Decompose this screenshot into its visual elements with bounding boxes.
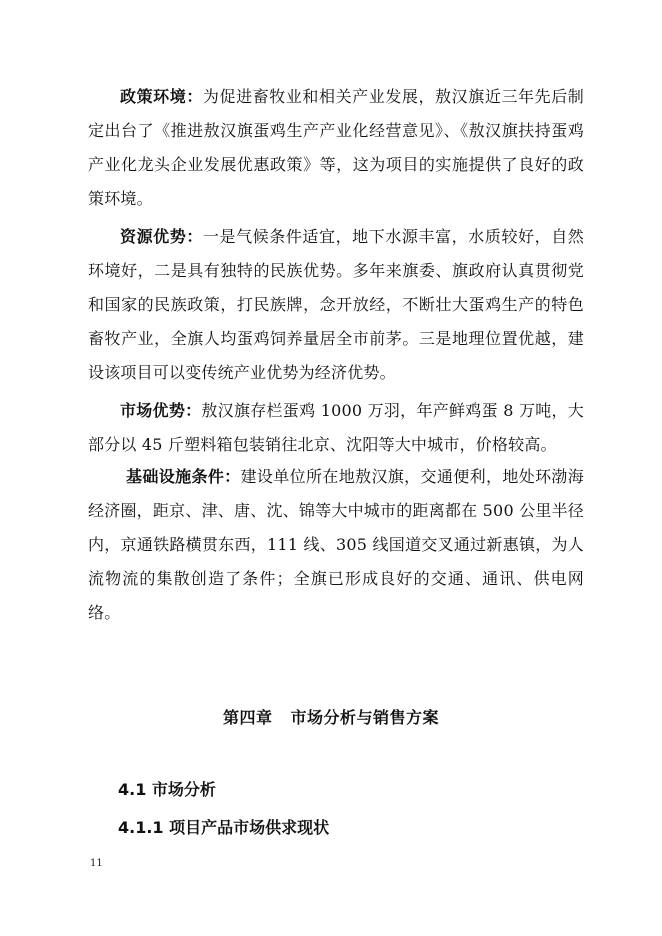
paragraph-text: 为促进畜牧业和相关产业发展，敖汉旗近三年先后制定出台了《推进敖汉旗蛋鸡生产产业化经营意见》、《敖汉旗扶持蛋鸡产业化龙头企业发展优惠政策》等，这为项目的实施提供了良好的政策环境。: [88, 87, 584, 208]
chapter-number: 第四章: [222, 708, 273, 727]
paragraph-lead: 资源优势：: [120, 227, 203, 246]
subsection-heading: 4.1.1 项目产品市场供求现状: [118, 818, 330, 837]
infrastructure-paragraph: [88, 460, 584, 630]
resource-advantage-paragraph: [88, 220, 584, 390]
market-advantage-paragraph: [88, 394, 584, 462]
paragraph-text: 建设单位所在地敖汉旗，交通便利，地处环渤海经济圈，距京、津、唐、沈、锦等大中城市的距离都在 500 公里半径内，京通铁路横贯东西，111 线、305 线国道交叉通过新惠镇，为人流物流的集散创造了条件；全旗已形成良好的交通、通讯、供电网络。: [88, 467, 584, 622]
section-heading: 4.1 市场分析: [118, 780, 216, 799]
paragraph-lead: 基础设施条件：: [126, 467, 241, 486]
paragraph-text: 敖汉旗存栏蛋鸡 1000 万羽，年产鲜鸡蛋 8 万吨，大部分以 45 斤塑料箱包装销往北京、沈阳等大中城市，价格较高。: [88, 401, 584, 454]
chapter-title: 市场分析与销售方案: [290, 708, 440, 727]
paragraph-text: 一是气候条件适宜，地下水源丰富，水质较好，自然环境好，二是具有独特的民族优势。多年来旗委、旗政府认真贯彻党和国家的民族政策，打民族牌，念开放经，不断壮大蛋鸡生产的特色畜牧产业，全旗人均蛋鸡饲养量居全市前茅。三是地理位置优越，建设该项目可以变传统产业优势为经济优势。: [88, 227, 584, 382]
policy-environment-paragraph: [88, 80, 584, 216]
paragraph-lead: 市场优势：: [120, 401, 202, 420]
page-number: 11: [90, 858, 103, 869]
chapter-heading: [0, 705, 662, 728]
paragraph-lead: 政策环境：: [120, 87, 203, 106]
